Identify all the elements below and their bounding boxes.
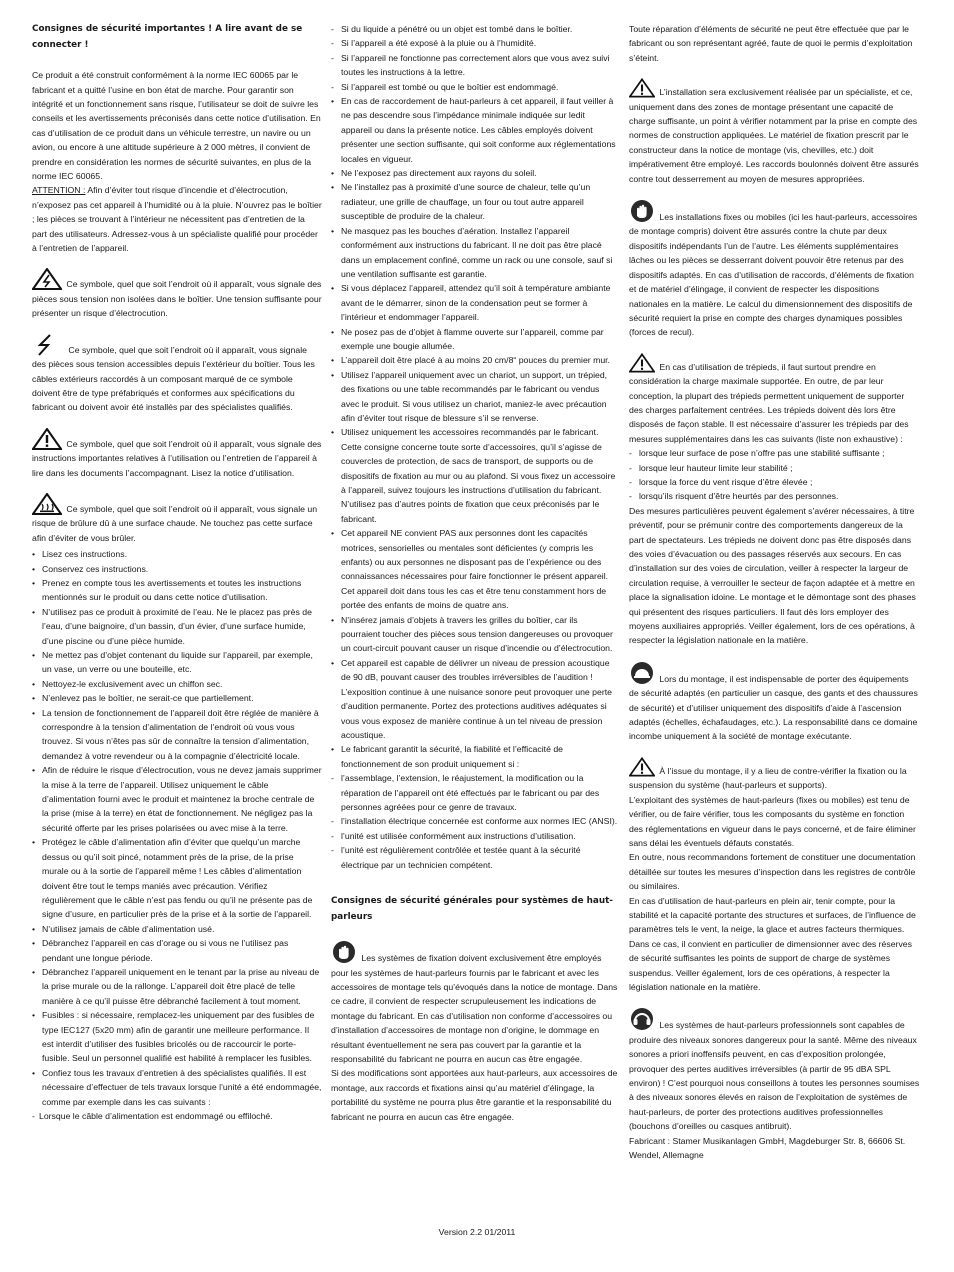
section-title-1: Consignes de sécurité importantes ! A lire avant de se connecter ! xyxy=(32,24,303,50)
electric-warning-icon xyxy=(32,268,62,290)
tripod-paragraph xyxy=(629,353,920,446)
list-item: - Si l’appareil ne fonctionne pas correctement alors que vous avez suivi toutes les instructions à la lettre. xyxy=(331,51,618,80)
gloved-hand-icon xyxy=(331,940,357,964)
list-item: • Utilisez l’appareil uniquement avec un chariot, un support, un trépied, des fixations ou une table recommandés par le fabricant ou vendus avec le produit. Si vous utilisez un chariot, maniez-le avec précaution afin d’éviter tout risque de blessure s’il se renverse. xyxy=(331,368,618,426)
list-item: • Nettoyez-le exclusivement avec un chiffon sec. xyxy=(32,677,322,691)
symbol-text-2: Ce symbole, quel que soit l’endroit où il apparaît, vous signale des pièces sous tension accessibles depuis l’extérieur du boîtier. Tous les câbles extérieurs raccordés à un composant marqué de ce symbole doivent être de type préfabriqués et conformes aux spécifications du fabricant ou doivent avoir été installés par des spécialistes qualifiés. xyxy=(32,344,315,413)
sound-level-paragraph xyxy=(629,1007,920,1133)
list-item: - l’unité est utilisée conformément aux instructions d’utilisation. xyxy=(331,829,618,843)
symbol-paragraph-4 xyxy=(32,493,322,545)
documentation-paragraph: En outre, nous recommandons fortement de constituer une documentation détaillée sur toutes les mesures d’inspection dans les registres de contrôle ou similaires. xyxy=(629,852,916,892)
fixing-text: Les systèmes de fixation doivent exclusivement être employés pour les systèmes de haut-parleurs fournis par le fabricant et avec les accessoires de montage tels qu’évoqués dans la notice de montage. Dans ce cadre, il convient de respecter scrupuleusement les indications de montage du fabricant. En cas d’utilisation non conforme d’accessoires ou d’installation d’accessoires de montage non d’origine, le dommage en résultant éventuellement ne sera pas couvert par la garantie et la responsabilité du fabricant ne pourra en aucun cas être engagée. xyxy=(331,953,618,1064)
list-item: - lorsque la force du vent risque d’être élevée ; xyxy=(629,475,920,489)
symbol-text-1: Ce symbole, quel que soit l’endroit où il apparaît, vous signale des pièces sous tension non isolées dans le boîtier. Une tension suffisante pour présenter un risque d’électrocution. xyxy=(32,279,322,319)
list-item: • Fusibles : si nécessaire, remplacez-les uniquement par des fusibles de type IEC127 (5x20 mm) afin de garantir une meilleure performance. Il est interdit d’utiliser des fusibles bricolés ou de raccourcir le porte-fusible. Seul un personnel qualifié est habilité à remplacer les fusibles. xyxy=(32,1008,322,1066)
list-item: • Protégez le câble d’alimentation afin d’éviter que quelqu’un marche dessus ou qu’il soit pincé, notamment près de la prise, de la prise murale ou à la sortie de l’appareil même ! Les câbles d’alimentation doivent être tout le temps maniés avec précaution. Vérifiez régulièrement que le câble n’est pas fendu ou qu’il ne présente pas de signe d’usure, en particulier près de la prise et à la sortie de l’appareil. xyxy=(32,835,322,921)
section-title-2: Consignes de sécurité générales pour systèmes de haut-parleurs xyxy=(331,895,613,922)
list-item: - lorsque leur hauteur limite leur stabilité ; xyxy=(629,461,920,475)
manufacturer-paragraph: Fabricant : Stamer Musikanlagen GmbH, Magdeburger Str. 8, 66606 St. Wendel, Allemagne xyxy=(629,1135,906,1161)
fixed-install-text: Les installations fixes ou mobiles (ici les haut-parleurs, accessoires de montage compris) doivent être assurés contre la chute par deux dispositifs indépendants l’un de l’autre. Les éléments supplémentaires lâches ou les pièces se desserrant doivent pouvoir être retenus par des dispositifs adaptés. En cas d’utilisation de raccords, d’éléments de fixation et de matériel d’élingage, il convient de respecter les dispositions nationales en la matière. Le calcul du dimensionnement des dispositifs de sécurité requiert la prise en compte des charges dynamiques possibles (forces de recul). xyxy=(629,212,918,338)
list-item: • Ne mettez pas d’objet contenant du liquide sur l’appareil, par exemple, un vase, un verre ou une bouteille, etc. xyxy=(32,648,322,677)
bullet-list-2 xyxy=(331,94,618,771)
tripod-dash-list xyxy=(629,446,920,504)
ear-protection-icon xyxy=(629,1007,655,1031)
check-paragraph xyxy=(629,757,920,793)
symbol-paragraph-1 xyxy=(32,268,322,320)
fixed-install-paragraph xyxy=(629,199,920,340)
helmet-paragraph xyxy=(629,661,920,744)
list-item: • Débranchez l’appareil en cas d’orage ou si vous ne l’utilisez pas pendant une longue période. xyxy=(32,936,322,965)
fixing-paragraph xyxy=(331,940,618,1066)
warning-icon xyxy=(629,757,655,777)
symbol-text-4: Ce symbole, quel que soit l’endroit où il apparaît, vous signale un risque de brûlure dû à une surface chaude. Ne touchez pas cette surface afin d’éviter de vous brûler. xyxy=(32,503,318,543)
list-item: • N’enlevez pas le boîtier, ne serait-ce que partiellement. xyxy=(32,691,322,705)
list-item: - Si l’appareil est tombé ou que le boîtier est endommagé. xyxy=(331,80,618,94)
warning-icon xyxy=(629,78,655,98)
outdoor-paragraph: En cas d’utilisation de haut-parleurs en plein air, tenir compte, pour la stabilité et la capacité portante des structures et surfaces, de l’influence de paramètres tels le vent, la neige, la glace et autres facteurs thermiques. Dans ce cas, il convient en particulier de dimensionner avec des réserves de sécurité suffisantes les points de support de charge de systèmes suspendus. Veiller également, lors de ces opérations, à respecter la législation nationale en la matière. xyxy=(629,895,916,992)
list-item: • N’utilisez jamais de câble d’alimentation usé. xyxy=(32,922,322,936)
list-item: • Débranchez l’appareil uniquement en le tenant par la prise au niveau de la prise murale ou de la rallonge. L’appareil doit être placé de telle manière à ce qu’il puisse être débranché facilement à tout moment. xyxy=(32,965,322,1008)
warning-icon xyxy=(629,353,655,373)
check-text: À l’issue du montage, il y a lieu de contre-vérifier la fixation ou la suspension du système (haut-parleurs et supports). xyxy=(629,765,907,791)
warning-icon xyxy=(32,428,62,450)
installation-text: L’installation sera exclusivement réalisée par un spécialiste, et ce, uniquement dans des zones de montage présentant une capacité de charge suffisante, un point à vérifier notamment par la prise en compte des normes de construction appliquées. Le matériel de fixation prescrit par le constructeur dans la notice de montage (vis, chevilles, etc.) doit impérativement être employé. Les raccords boulonnés doivent être assurés contre tout desserrement au moyen de mesures appropriées. xyxy=(629,87,919,184)
list-item: - l’assemblage, l’extension, le réajustement, la modification ou la réparation de l’appareil ont été effectués par le fabricant ou par des personnes agréées pour ce genre de travaux. xyxy=(331,771,618,814)
list-item: • Afin de réduire le risque d’électrocution, vous ne devez jamais supprimer la mise à la terre de l’appareil. Utilisez uniquement le câble d’alimentation fourni avec le produit et maintenez la broche centrale de la prise (mise à la terre) en état de fonctionnement. Ne négligez pas la sécurité offerte par les prises polarisées ou avec mise à la terre. xyxy=(32,763,322,835)
list-item: • Ne l’installez pas à proximité d’une source de chaleur, telle qu’un radiateur, une grille de chauffage, un four ou tout autre appareil susceptible de produire de la chaleur. xyxy=(331,180,618,223)
list-item: - Si l’appareil a été exposé à la pluie ou à l’humidité. xyxy=(331,36,618,50)
list-item: - Si du liquide a pénétré ou un objet est tombé dans le boîtier. xyxy=(331,22,618,36)
list-item: - lorsque leur surface de pose n’offre pas une stabilité suffisante ; xyxy=(629,446,920,460)
modification-paragraph: Si des modifications sont apportées aux haut-parleurs, aux accessoires de montage, aux raccords et fixations ainsi qu’au matériel d’élingage, la portabilité du système ne pourra plus être garantie et la responsabilité du fabricant ne pourra en aucun cas être engagée. xyxy=(331,1068,618,1122)
list-item: • En cas de raccordement de haut-parleurs à cet appareil, il faut veiller à ne pas descendre sous l’impédance minimale indiquée sur ledit appareil ou dans la présente notice. Les câbles employés doivent présenter une section suffisante, qui soit conforme aux réglementations locales en vigueur. xyxy=(331,94,618,166)
attention-label: ATTENTION : xyxy=(32,185,86,196)
list-item: • Utilisez uniquement les accessoires recommandés par le fabricant. Cette consigne concerne toute sorte d’accessoires, qu’il s’agisse de couvercles de protection, de sacs de transport, de supports ou de dispositifs de fixation au mur ou au plafond. Si vous fixez un accessoire à l’appareil, suivez toujours les instructions d’utilisation du fabricant. N’utilisez pas d’autres points de fixation que ceux préconisés par le fabricant. xyxy=(331,425,618,526)
attention-text: Afin d’éviter tout risque d’incendie et d’électrocution, n’exposez pas cet appareil à l’humidité ou à la pluie. N’ouvrez pas le boîtier ; les pièces se trouvant à l’intérieur ne nécessitent pas d’entretien de la part des utilisateurs. Adressez-vous à un spécialiste qualifié pour procéder à l’entretien de l’appareil. xyxy=(32,185,322,254)
list-item: • La tension de fonctionnement de l’appareil doit être réglée de manière à correspondre à la tension d’alimentation de l’endroit où vous vous trouvez. Si vous n’êtes pas sûr de connaître la tension d’alimentation, demandez à votre revendeur ou à la compagnie d’électricité locale. xyxy=(32,706,322,764)
list-item: • L’appareil doit être placé à au moins 20 cm/8“ pouces du premier mur. xyxy=(331,353,618,367)
list-item: • N’insérez jamais d’objets à travers les grilles du boîtier, car ils pourraient toucher des pièces sous tension dangereuses ou provoquer un court-circuit pouvant causer un risque d’incendie ou d’électrocution. xyxy=(331,613,618,656)
version-footer: Version 2.2 01/2011 xyxy=(438,1227,516,1237)
lightning-icon xyxy=(36,334,54,356)
list-item: • N’utilisez pas ce produit à proximité de l’eau. Ne le placez pas près de l’eau, d’une baignoire, d’un bassin, d’un évier, d’une surface humide, d’une piscine ou d’une pièce humide. xyxy=(32,605,322,648)
installation-paragraph xyxy=(629,78,920,186)
intro-paragraph: Ce produit a été construit conformément à la norme IEC 60065 par le fabricant et a quitté l’usine en bon état de marche. Pour garantir son intégrité et un fonctionnement sans risque, l’utilisateur se doit de suivre les conseils et les avertissements préconisés dans cette notice d’utilisation. En cas d’utilisation de ce produit dans un véhicule terrestre, un navire ou un avion, ou encore à une altitude supérieure à 2 000 mètres, il convient de prendre en considération les normes de sécurité suivantes, en plus de la norme IEC 60065. xyxy=(32,70,321,182)
helmet-text: Lors du montage, il est indispensable de porter des équipements de sécurité adaptés (en particulier un casque, des gants et des chaussures de sécurité) et d’utiliser uniquement des dispositifs d’aide à l’ascension adaptés (échelles, échafaudages, etc.). La responsabilité dans ce domaine incombe uniquement à la société de montage exécutante. xyxy=(629,673,918,742)
column-1 xyxy=(32,22,322,1123)
column-3 xyxy=(629,22,920,1162)
symbol-paragraph-2 xyxy=(32,334,322,415)
list-item: • Ne masquez pas les bouches d’aération. Installez l’appareil conformément aux instructions du fabricant. Il ne doit pas être placé dans un emplacement confiné, comme un rack ou une console, sauf si une ventilation suffisante est garantie. xyxy=(331,224,618,282)
symbol-text-3: Ce symbole, quel que soit l’endroit où il apparaît, vous signale des instructions importantes relatives à l’utilisation ou l’entretien de l’appareil à lire dans les documents l’accompagnant. Lisez la notice d’utilisation. xyxy=(32,438,322,478)
list-item: • Conservez ces instructions. xyxy=(32,562,322,576)
helmet-icon xyxy=(629,661,655,685)
column-2 xyxy=(331,22,618,1124)
hot-surface-icon xyxy=(32,493,62,515)
list-item: • Le fabricant garantit la sécurité, la fiabilité et l’efficacité de fonctionnement de son produit uniquement si : xyxy=(331,742,618,771)
repair-paragraph: Toute réparation d’éléments de sécurité ne peut être effectuée que par le fabricant ou son représentant agréé, faute de quoi le permis d’exploitation s’éteint. xyxy=(629,24,913,63)
list-item: - Lorsque le câble d’alimentation est endommagé ou effiloché. xyxy=(32,1109,322,1123)
list-item: • Cet appareil NE convient PAS aux personnes dont les capacités motrices, sensorielles ou mentales sont déficientes (y compris les enfants) ou aux personnes ne disposant pas de l’expérience ou des connaissances nécessaires pour faire fonctionner le présent appareil. Cet appareil doit dans tous les cas et être tenu constamment hors de portée des enfants de moins de quatre ans. xyxy=(331,526,618,612)
list-item: • Cet appareil est capable de délivrer un niveau de pression acoustique de 90 dB, pouvant causer des troubles irréversibles de l’audition ! L’exposition continue à une nuisance sonore peut provoquer une perte d’audition permanente. Portez des protections auditives adéquates si vous vous exposez de manière continue à un tel niveau de pression acoustique. xyxy=(331,656,618,742)
operator-paragraph: L’exploitant des systèmes de haut-parleurs (fixes ou mobiles) est tenu de vérifier, ou de faire vérifier, tous les composants du système en fonction des réglementations en vigueur dans le pays concerné, et de faire éliminer sans délai les éventuels défauts constatés. xyxy=(629,794,916,848)
list-item: - lorsqu’ils risquent d’être heurtés par des personnes. xyxy=(629,489,920,503)
symbol-paragraph-3 xyxy=(32,428,322,480)
gloved-hand-icon xyxy=(629,199,655,223)
list-item: • Prenez en compte tous les avertissements et toutes les instructions mentionnés sur le produit ou dans cette notice d’utilisation. xyxy=(32,576,322,605)
bullet-list-1 xyxy=(32,547,322,1123)
list-item: - l’installation électrique concernée est conforme aux normes IEC (ANSI). xyxy=(331,814,618,828)
dash-list-bottom xyxy=(331,771,618,872)
tripod-text: En cas d’utilisation de trépieds, il faut surtout prendre en considération la charge maximale supportée. En outre, de par leur conception, la plupart des trépieds permettent uniquement de supporter des charges parfaitement centrées. Les trépieds doivent dès lors être disposés de façon stable. Il est nécessaire d’assurer les trépieds par des mesures supplémentaires dans les cas suivants (liste non exhaustive) : xyxy=(629,361,909,444)
measures-paragraph: Des mesures particulières peuvent également s’avérer nécessaires, à titre préventif, pour se prémunir contre des comportements dangereux de la part de spectateurs. Les trépieds ne doivent donc pas être disposés dans des voies d’évacuation ou des passages réservés aux secours. En cas d’installation sur des voies de circulation, veiller à respecter la largeur de circulation requise, à verrouiller le secteur de façon adaptée et à mettre en place la signalisation idoine. Le montage et le démontage sont des phases qui présentent des risques particuliers. Il faut dès lors employer des moyens auxiliaires appropriés. Veiller également, lors de ces opérations, à respecter la législation nationale en la matière. xyxy=(629,505,916,646)
list-item: • Ne posez pas de d’objet à flamme ouverte sur l’appareil, comme par exemple une bougie allumée. xyxy=(331,325,618,354)
list-item: • Lisez ces instructions. xyxy=(32,547,322,561)
list-item: • Confiez tous les travaux d’entretien à des spécialistes qualifiés. Il est nécessaire d’effectuer de tels travaux lorsque l’unité a été endommagée, comme par exemple dans les cas suivants : xyxy=(32,1066,322,1109)
list-item: • Ne l’exposez pas directement aux rayons du soleil. xyxy=(331,166,618,180)
list-item: - l’unité est régulièrement contrôlée et testée quant à la sécurité électrique par un technicien compétent. xyxy=(331,843,618,872)
dash-list-top xyxy=(331,22,618,94)
list-item: • Si vous déplacez l’appareil, attendez qu’il soit à température ambiante avant de le démarrer, sinon de la condensation peut se former à l’intérieur et endommager l’appareil. xyxy=(331,281,618,324)
sound-level-text: Les systèmes de haut-parleurs professionnels sont capables de produire des niveaux sonores dangereux pour la santé. Même des niveaux sonores a priori inoffensifs peuvent, en cas d’exposition prolongée, provoquer des pertes auditives irréversibles (à partir de 95 dBA SPL environ) ! C’est pourquoi nous conseillons à toutes les personnes soumises à des niveaux sonores élevés en raison de l’exploitation de systèmes de haut-parleurs, de porter des protections auditives professionnelles (bouchons d’oreilles ou casques antibruit). xyxy=(629,1020,920,1132)
